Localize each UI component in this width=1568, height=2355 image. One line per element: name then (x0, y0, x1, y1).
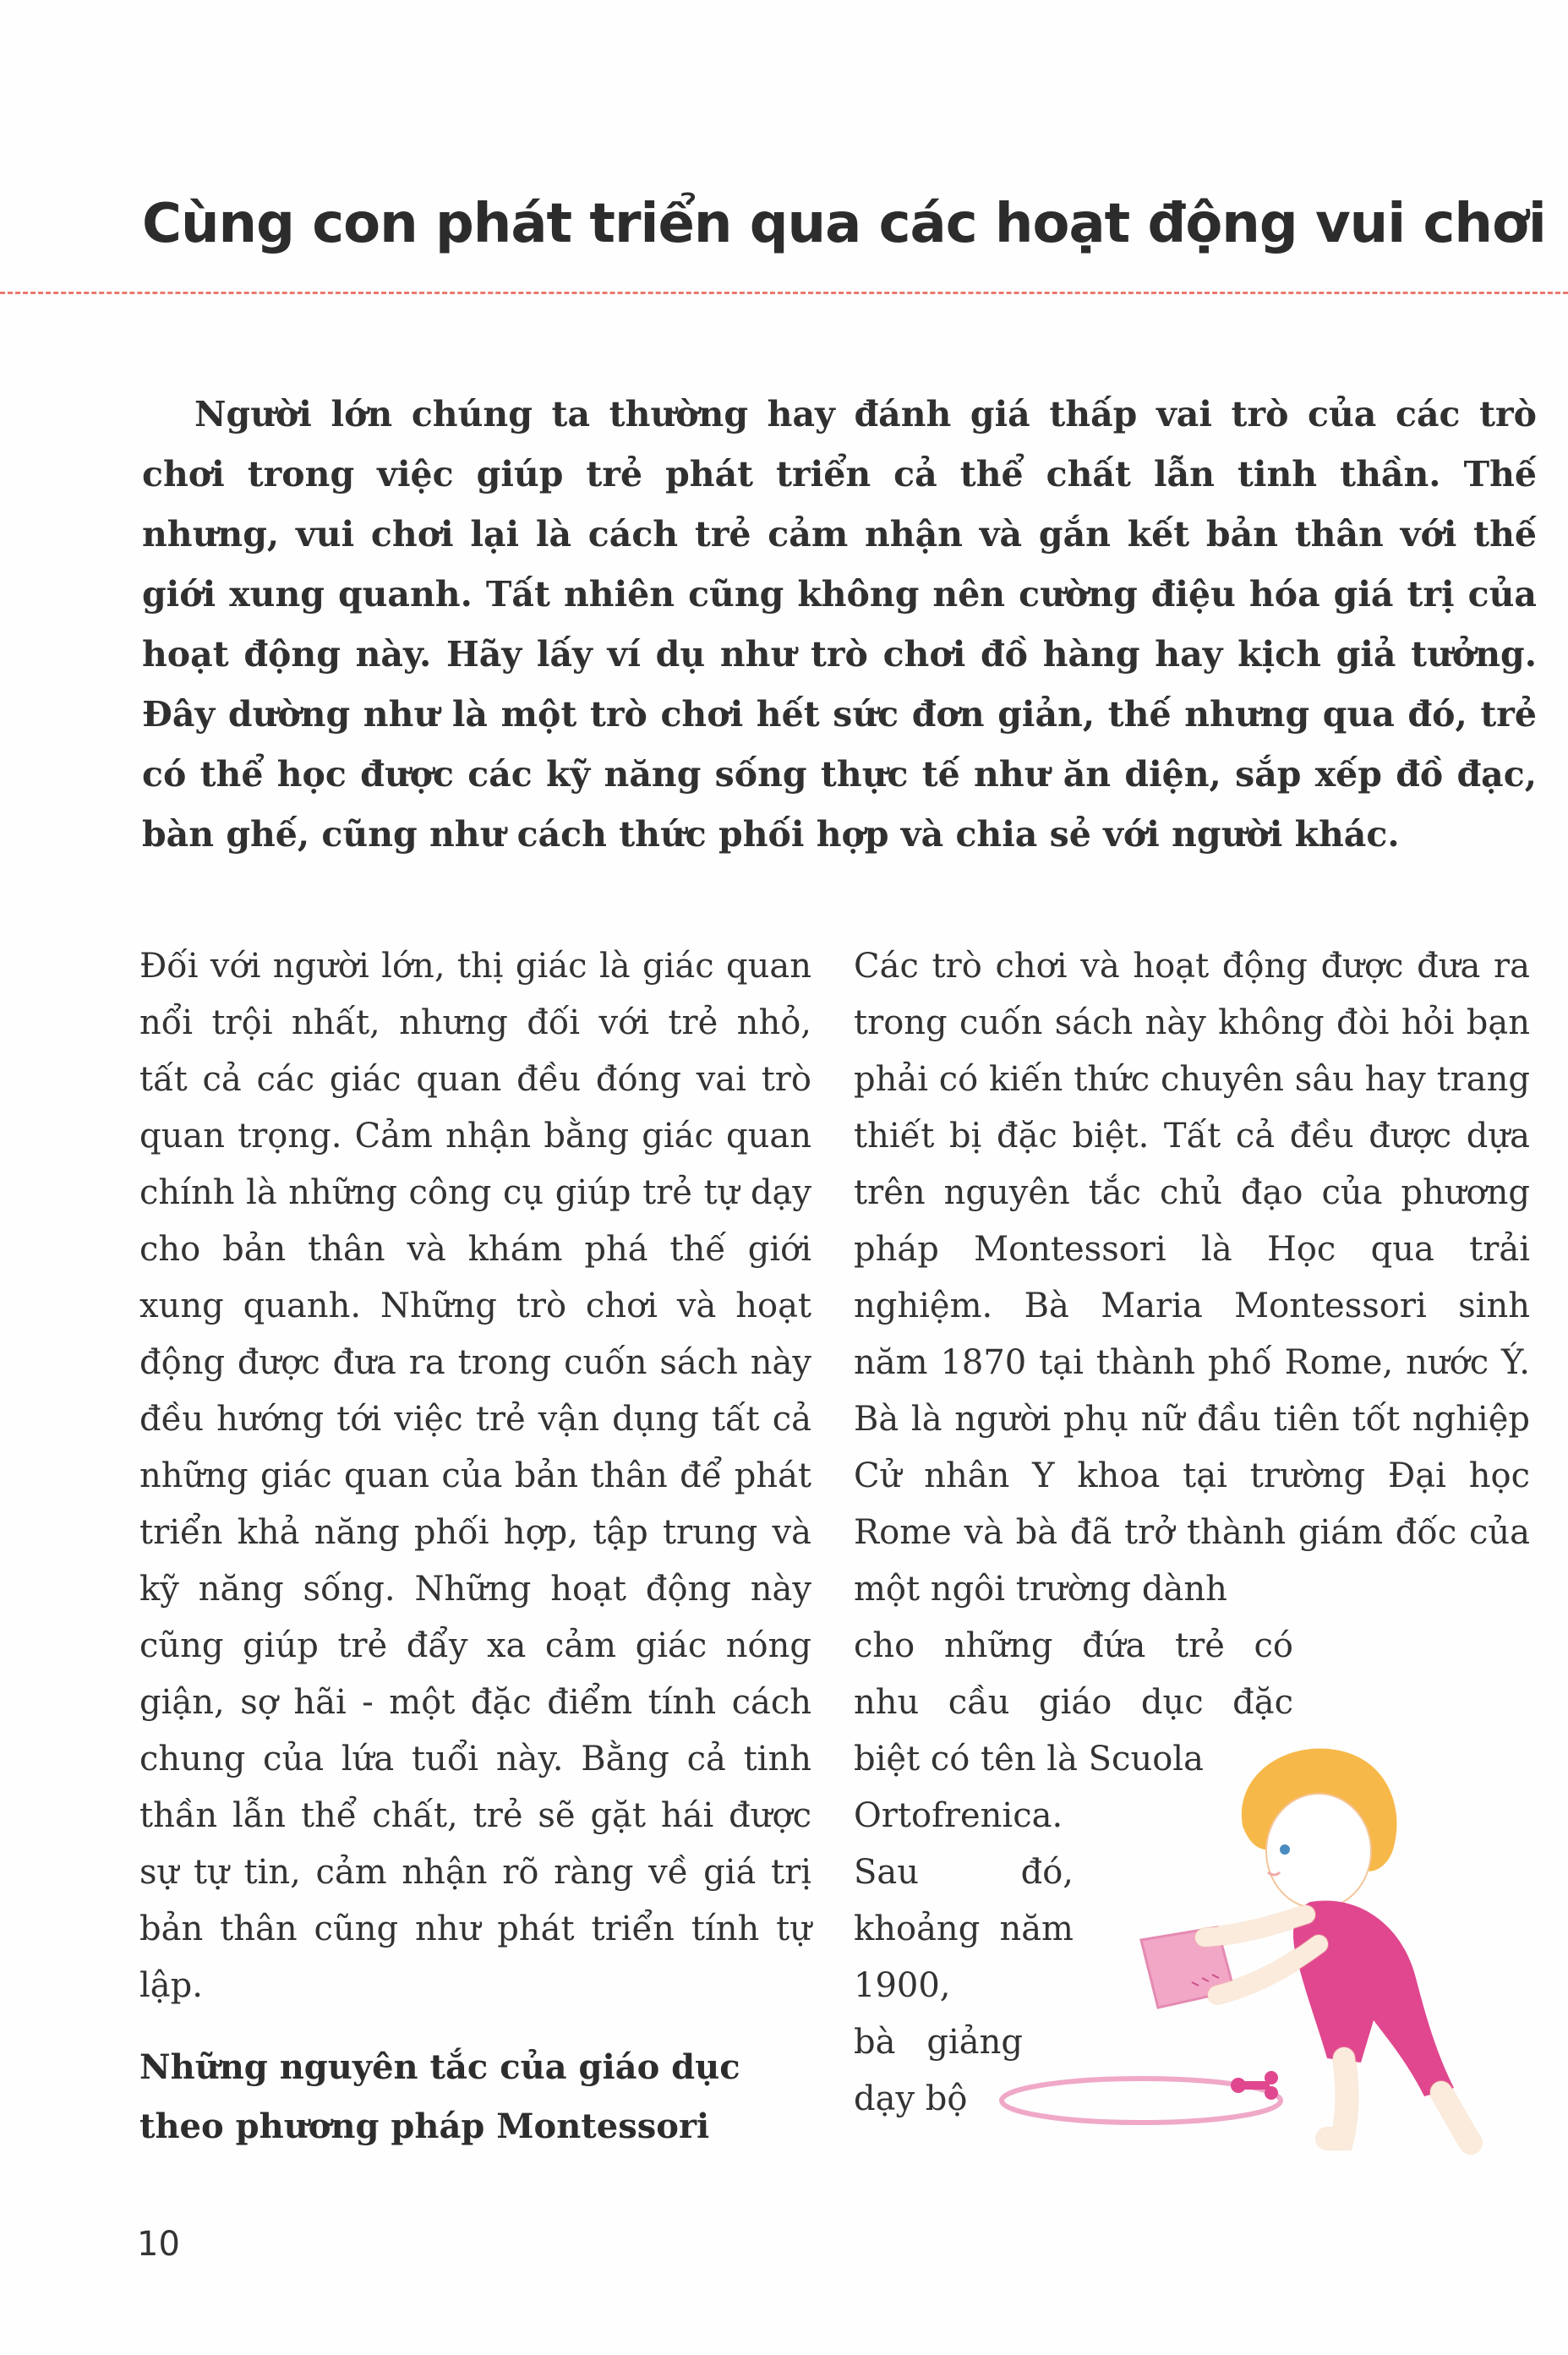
child-outfit (1293, 1900, 1454, 2096)
right-body-paragraph: Các trò chơi và hoạt động được đưa ra trong cuốn sách này không đòi hỏi bạn phải có kiến thức chuyên sâu hay trang thiết bị đặc biệt. Tất cả đều được dựa trên nguyên tắc chủ đạo của phương pháp Montessori là Học qua trải nghiệm. Bà Maria Montessori sinh năm 1870 tại thành phố Rome, nước Ý. Bà là người phụ nữ đầu tiên tốt nghiệp Cử nhân Y khoa tại trường Đại học Rome và bà đã trở thành giám đốc của một ngôi trường dành (854, 947, 1530, 1609)
hoop-bow (1231, 2071, 1278, 2100)
right-body-continued-3: bà giảng dạy bộ (854, 2023, 1023, 2118)
section-subheading: Những nguyên tắc của giáo dục theo phương pháp Montessori (139, 2047, 740, 2146)
right-body-continued: cho những đứa trẻ có nhu cầu giáo dục đặc biệt có tên là Scuola (854, 1626, 1293, 1779)
title-divider (0, 292, 1568, 294)
right-body-continued-2: Ortofrenica. Sau đó, khoảng năm 1900, (854, 1796, 1074, 2005)
child-playing-illustration (964, 1724, 1555, 2232)
left-body-paragraph: Đối với người lớn, thị giác là giác quan nổi trội nhất, nhưng đối với trẻ nhỏ, tất cả các giác quan đều đóng vai trò quan trọng. Cảm nhận bằng giác quan chính là những công cụ giúp trẻ tự dạy cho bản thân và khám phá thế giới xung quanh. Những trò chơi và hoạt động được đưa ra trong cuốn sách này đều hướng tới việc trẻ vận dụng tất cả những giác quan của bản thân để phát triển khả năng phối hợp, tập trung và kỹ năng sống. Những hoạt động này cũng giúp trẻ đẩy xa cảm giác nóng giận, sợ hãi - một đặc điểm tính cách chung của lứa tuổi này. Bằng cả tinh thần lẫn thể chất, trẻ sẽ gặt hái được sự tự tin, cảm nhận rõ ràng về giá trị bản thân cũng như phát triển tính tự lập. (139, 947, 811, 2005)
page-title: Cùng con phát triển qua các hoạt động vui chơi (142, 193, 1546, 255)
left-column (139, 938, 811, 2156)
page-number: 10 (137, 2225, 180, 2264)
intro-paragraph: Người lớn chúng ta thường hay đánh giá thấp vai trò của các trò chơi trong việc giúp trẻ phát triển cả thể chất lẫn tinh thần. Thế nhưng, vui chơi lại là cách trẻ cảm nhận và gắn kết bản thân với thế giới xung quanh. Tất nhiên cũng không nên cường điệu hóa giá trị của hoạt động này. Hãy lấy ví dụ như trò chơi đồ hàng hay kịch giả tưởng. Đây dường như là một trò chơi hết sức đơn giản, thế nhưng qua đó, trẻ có thể học được các kỹ năng sống thực tế như ăn diện, sắp xếp đồ đạc, bàn ghế, cũng như cách thức phối hợp và chia sẻ với người khác. (142, 394, 1537, 855)
